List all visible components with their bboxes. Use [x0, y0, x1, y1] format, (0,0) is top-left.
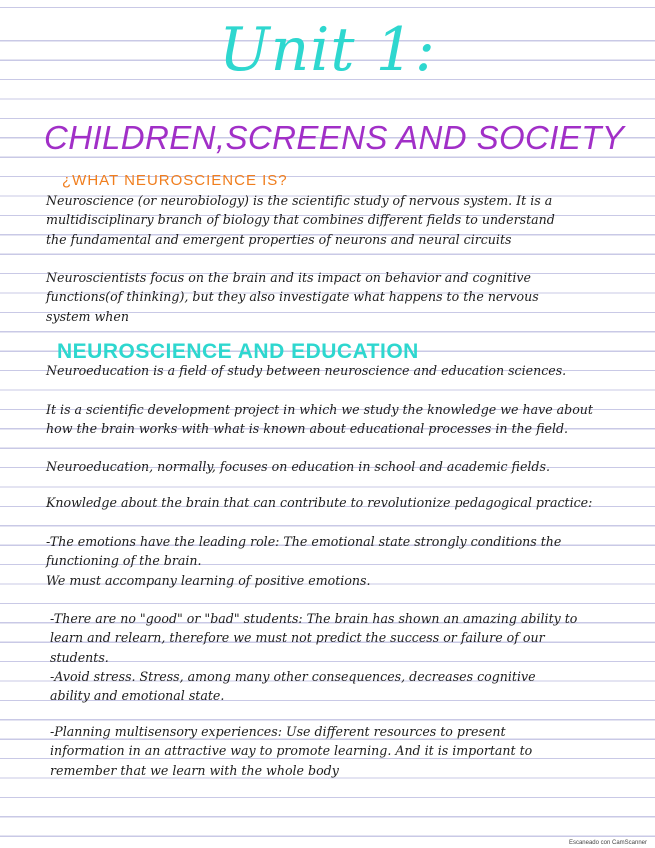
section-heading-what-neuroscience: ¿WHAT NEUROSCIENCE IS? [62, 172, 288, 189]
text-line: students. [50, 649, 109, 665]
text-line: It is a scientific development project in which we study the knowledge we have about [46, 402, 593, 417]
text-line: functions(of thinking), but they also investigate what happens to the nervous [46, 289, 539, 305]
text-line: Knowledge about the brain that can contribute to revolutionize pedagogical practice: [46, 495, 593, 510]
paragraph-neuroeducation-definition [46, 361, 646, 380]
text-line: Neuroscientists focus on the brain and its impact on behavior and cognitive [46, 270, 531, 285]
text-line: -There are no "good" or "bad" students: The brain has shown an amazing ability to [50, 611, 578, 626]
text-line: -Planning multisensory experiences: Use different resources to present [50, 724, 506, 739]
text-line: learn and relearn, therefore we must not predict the success or failure of our [50, 630, 545, 646]
text-line: information in an attractive way to promote learning. And it is important to [50, 743, 533, 759]
text-line: We must accompany learning of positive emotions. [46, 572, 371, 588]
paragraph-emotions [46, 532, 646, 590]
text-line: -The emotions have the leading role: The emotional state strongly conditions the [46, 534, 562, 549]
text-line: ability and emotional state. [50, 688, 225, 704]
scanner-watermark: Escaneado con CamScanner [568, 840, 647, 846]
paragraph-multisensory [50, 722, 650, 780]
paragraph-neuroscience-definition [46, 191, 646, 249]
page-subtitle: CHILDREN,SCREENS AND SOCIETY [44, 119, 625, 156]
text-line: how the brain works with what is known about educational processes in the field. [46, 421, 569, 437]
section-heading-neuroscience-education: NEUROSCIENCE AND EDUCATION [57, 340, 419, 363]
page-title: Unit 1: [219, 15, 436, 85]
text-line: the fundamental and emergent properties of neurons and neural circuits [46, 231, 512, 247]
text-line: system when [46, 308, 129, 324]
text-line: functioning of the brain. [46, 553, 202, 569]
text-line: Neuroscience (or neurobiology) is the scientific study of nervous system. It is a [46, 193, 553, 208]
paragraph-neuroscientists [46, 268, 646, 326]
text-line: Neuroeducation is a field of study between neuroscience and education sciences. [46, 363, 567, 378]
text-line: remember that we learn with the whole body [50, 762, 339, 778]
paragraph-development-project [46, 400, 646, 439]
paragraph-no-good-bad-students [50, 609, 650, 705]
text-line: -Avoid stress. Stress, among many other consequences, decreases cognitive [50, 668, 536, 684]
paragraph-neuroeducation-focus [46, 457, 646, 476]
paragraph-brain-knowledge [46, 493, 646, 512]
text-line: multidisciplinary branch of biology that combines different fields to understand [46, 212, 555, 228]
text-line: Neuroeducation, normally, focuses on education in school and academic fields. [46, 459, 550, 474]
